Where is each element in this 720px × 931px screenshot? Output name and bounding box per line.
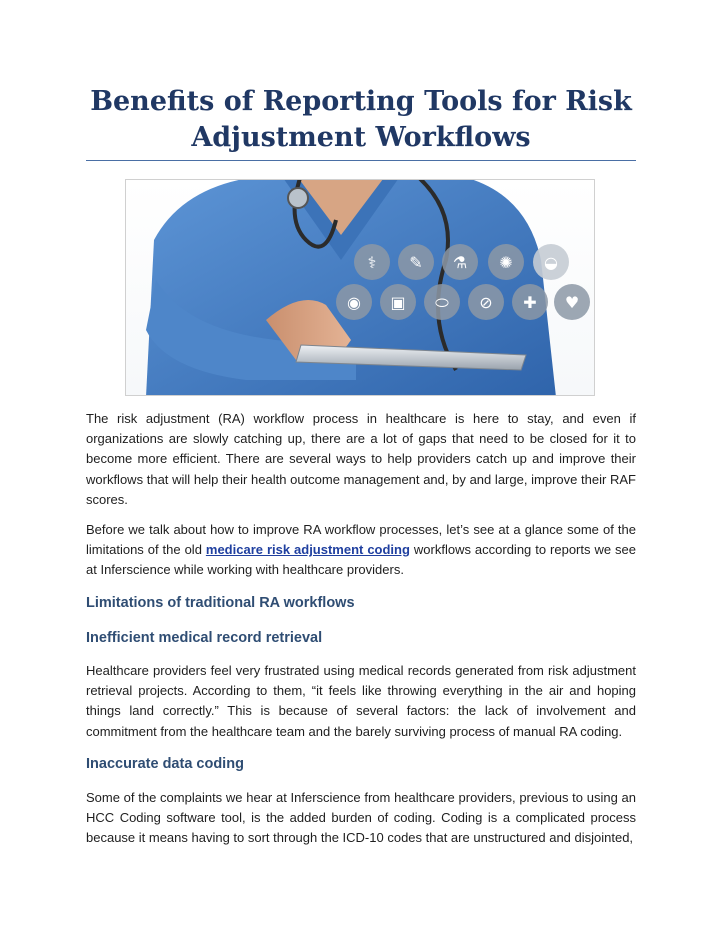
- svg-text:◒: ◒: [544, 253, 558, 272]
- svg-text:◉: ◉: [347, 293, 361, 312]
- svg-text:✚: ✚: [523, 293, 537, 312]
- intro-paragraph: The risk adjustment (RA) workflow process in healthcare is here to stay, and even if organizations are slowly catching up, there are a lot of gaps that need to be closed for it to become more efficient. There are several ways to help providers catch up and improve their workflows that will help their health outcome management and, by and large, improve their RAF scores.: [86, 411, 636, 507]
- svg-text:✺: ✺: [499, 253, 513, 272]
- retrieval-paragraph: Healthcare providers feel very frustrated using medical records generated from risk adjustment retrieval projects. According to them, “it feels like throwing everything in the air and hoping things land correctly.” This is because of several factors: the lack of involvement and commitment from the healthcare team and the barely surviving process of manual RA coding.: [86, 663, 636, 739]
- svg-text:⚕: ⚕: [367, 253, 377, 272]
- svg-text:▣: ▣: [390, 293, 406, 312]
- svg-text:⬭: ⬭: [435, 293, 449, 312]
- subheading-medical-record-retrieval: Inefficient medical record retrieval: [86, 630, 323, 646]
- paragraph-text: workflows according to reports we see at Inferscience while working with healthcare providers.: [86, 542, 636, 578]
- page-title: Benefits of Reporting Tools for Risk Adjustment Workflows: [90, 86, 632, 153]
- medicare-risk-adjustment-coding-link[interactable]: medicare risk adjustment coding: [205, 542, 410, 558]
- coding-paragraph: Some of the complaints we hear at Inferscience from healthcare providers, previous to using an HCC Coding software tool, is the added burden of coding. Coding is a complicated process because it means having to sort through the ICD-10 codes that are unstructured and disjointed,: [86, 790, 636, 846]
- subheading-inaccurate-data-coding: Inaccurate data coding: [86, 756, 244, 772]
- hero-image: [125, 179, 595, 396]
- paragraph-text: Before we talk about how to improve RA workflow processes, let’s see at a glance some of the limitations of the old: [86, 522, 636, 558]
- doctor-tablet-illustration: [126, 180, 595, 396]
- title-divider: [86, 160, 636, 161]
- svg-text:⚗: ⚗: [452, 253, 468, 272]
- svg-text:⊘: ⊘: [479, 293, 493, 312]
- section-heading-limitations: Limitations of traditional RA workflows: [86, 595, 355, 611]
- limitations-intro-paragraph: [86, 520, 636, 581]
- svg-text:♥: ♥: [564, 293, 580, 312]
- svg-text:✎: ✎: [409, 253, 423, 272]
